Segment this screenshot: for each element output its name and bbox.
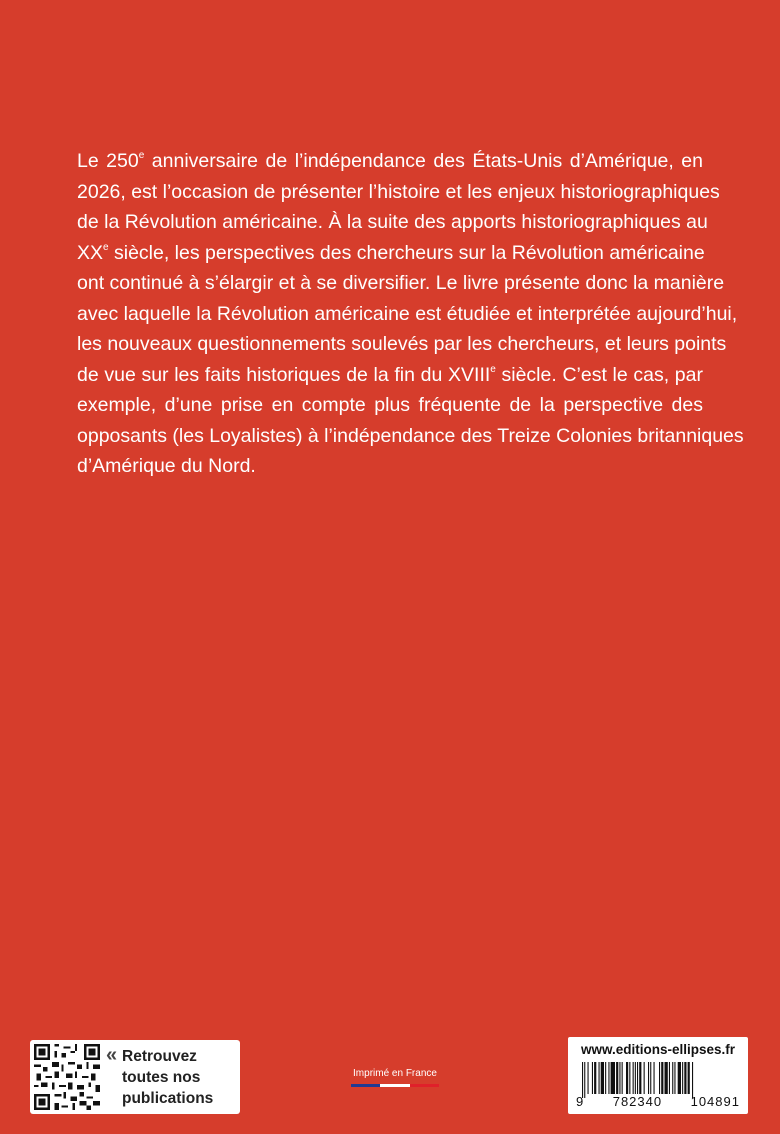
- barcode-panel: [568, 1037, 748, 1114]
- qr-code-icon[interactable]: [34, 1044, 100, 1110]
- isbn-group-2: 104891: [690, 1094, 740, 1109]
- qr-caption: [122, 1046, 236, 1109]
- blurb-line-4: XXe siècle, les perspectives des chercheurs sur la Révolution américaine: [77, 241, 705, 264]
- qr-caption-line-1: Retrouvez: [122, 1048, 197, 1065]
- blurb-line-5: ont continué à s’élargir et à se diversifier. Le livre présente donc la manière: [77, 272, 725, 294]
- french-flag-icon: [351, 1084, 439, 1087]
- printed-in-france-mark: [349, 1068, 441, 1087]
- blurb-line-7: les nouveaux questionnements soulevés par les chercheurs, et leurs points: [77, 333, 727, 355]
- isbn-number: [576, 1094, 740, 1109]
- isbn-prefix: 9: [576, 1094, 585, 1109]
- blurb-line-11: d’Amérique du Nord.: [77, 455, 256, 477]
- blurb-line-8: de vue sur les faits historiques de la fin du XVIIIe siècle. C’est le cas, par: [77, 363, 703, 386]
- double-chevron-left-icon: «: [106, 1044, 118, 1066]
- blurb-line-2: 2026, est l’occasion de présenter l’histoire et les enjeux historiographiques: [77, 180, 720, 203]
- isbn-barcode: [576, 1062, 740, 1098]
- publisher-website[interactable]: www.editions-ellipses.fr: [580, 1042, 736, 1057]
- blurb-line-10: opposants (les Loyalistes) à l’indépendance des Treize Colonies britanniques: [77, 424, 744, 447]
- publications-qr-panel[interactable]: [30, 1040, 240, 1114]
- back-cover-blurb: [77, 146, 744, 482]
- blurb-line-9: exemple, d’une prise en compte plus fréquente de la perspective des: [77, 394, 703, 416]
- printed-in-label: Imprimé en France: [353, 1068, 437, 1079]
- isbn-group-1: 782340: [612, 1094, 663, 1109]
- blurb-line-1: Le 250e anniversaire de l’indépendance des États-Unis d’Amérique, en: [77, 150, 703, 172]
- blurb-line-3: de la Révolution américaine. À la suite des apports historiographiques au: [77, 211, 708, 233]
- qr-caption-line-2: toutes nos: [122, 1069, 201, 1086]
- qr-caption-line-3: publications: [122, 1090, 214, 1107]
- blurb-line-6: avec laquelle la Révolution américaine est étudiée et interprétée aujourd’hui,: [77, 302, 738, 325]
